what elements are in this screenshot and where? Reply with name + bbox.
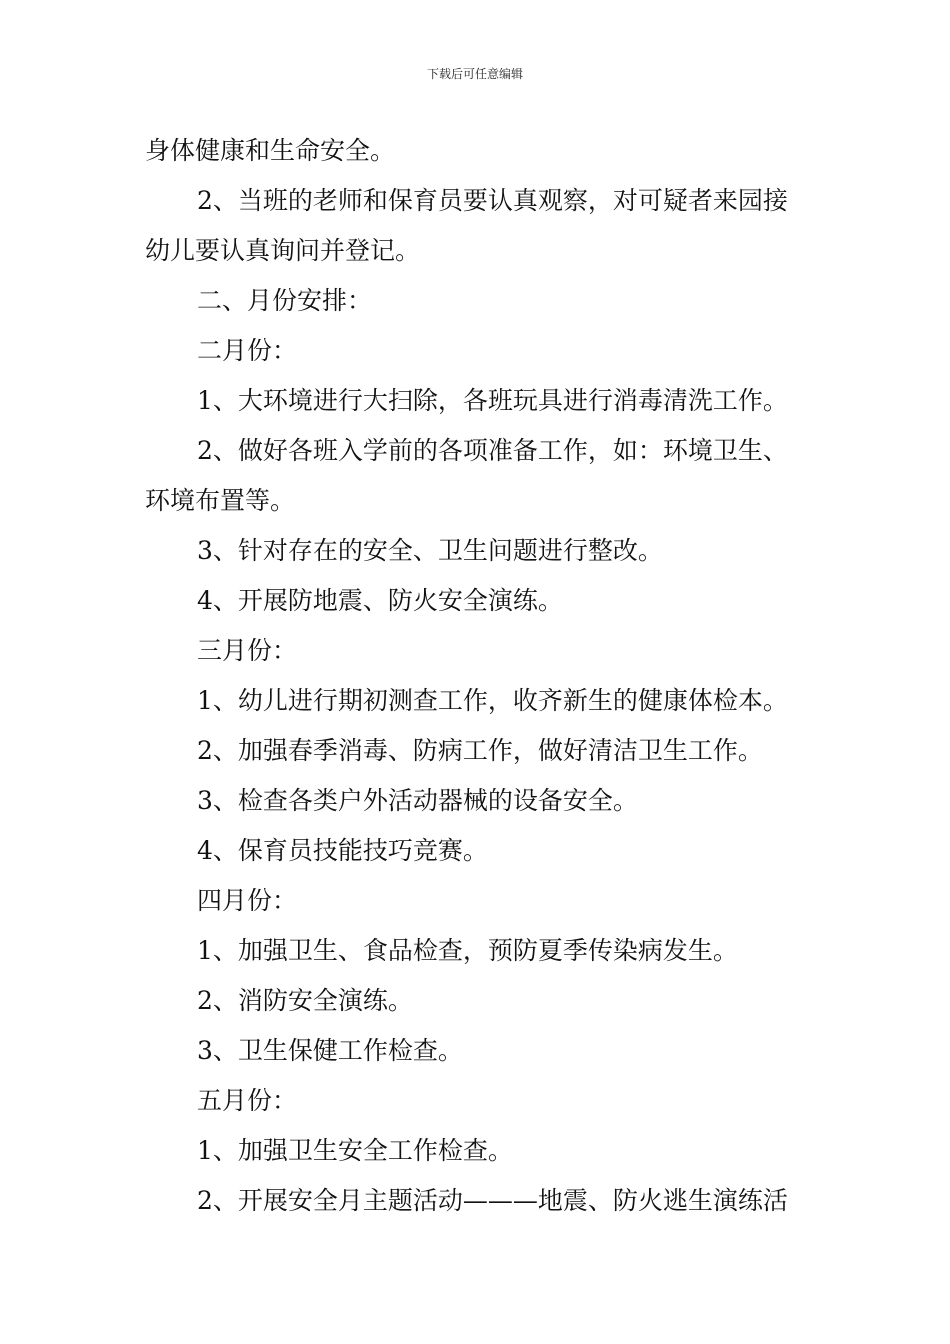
month-heading: 二月份： — [197, 336, 298, 365]
paragraph-line: 身体健康和生命安全。 — [145, 136, 396, 165]
list-item: 1、幼儿进行期初测查工作，收齐新生的健康体检本。 — [197, 686, 788, 715]
list-item: 3、卫生保健工作检查。 — [197, 1036, 463, 1065]
section-heading: 二、月份安排： — [197, 286, 373, 315]
month-heading: 三月份： — [197, 636, 298, 665]
list-item: 2、做好各班入学前的各项准备工作，如：环境卫生、 — [197, 436, 788, 465]
month-heading: 四月份： — [197, 886, 298, 915]
paragraph-line: 幼儿要认真询问并登记。 — [145, 236, 421, 265]
list-item: 4、保育员技能技巧竞赛。 — [197, 836, 488, 865]
paragraph-line: 2、当班的老师和保育员要认真观察，对可疑者来园接 — [197, 186, 788, 215]
list-item: 2、加强春季消毒、防病工作，做好清洁卫生工作。 — [197, 736, 763, 765]
list-item: 1、大环境进行大扫除，各班玩具进行消毒清洗工作。 — [197, 386, 788, 415]
list-item: 2、开展安全月主题活动———地震、防火逃生演练活 — [197, 1186, 788, 1215]
list-item: 1、加强卫生、食品检查，预防夏季传染病发生。 — [197, 936, 738, 965]
list-item: 3、针对存在的安全、卫生问题进行整改。 — [197, 536, 663, 565]
list-item: 3、检查各类户外活动器械的设备安全。 — [197, 786, 638, 815]
document-body — [145, 126, 807, 1226]
list-item-continuation: 环境布置等。 — [145, 486, 296, 515]
month-heading: 五月份： — [197, 1086, 298, 1115]
page-header-note: 下载后可任意编辑 — [426, 67, 523, 81]
list-item: 1、加强卫生安全工作检查。 — [197, 1136, 513, 1165]
list-item: 2、消防安全演练。 — [197, 986, 413, 1015]
list-item: 4、开展防地震、防火安全演练。 — [197, 586, 563, 615]
